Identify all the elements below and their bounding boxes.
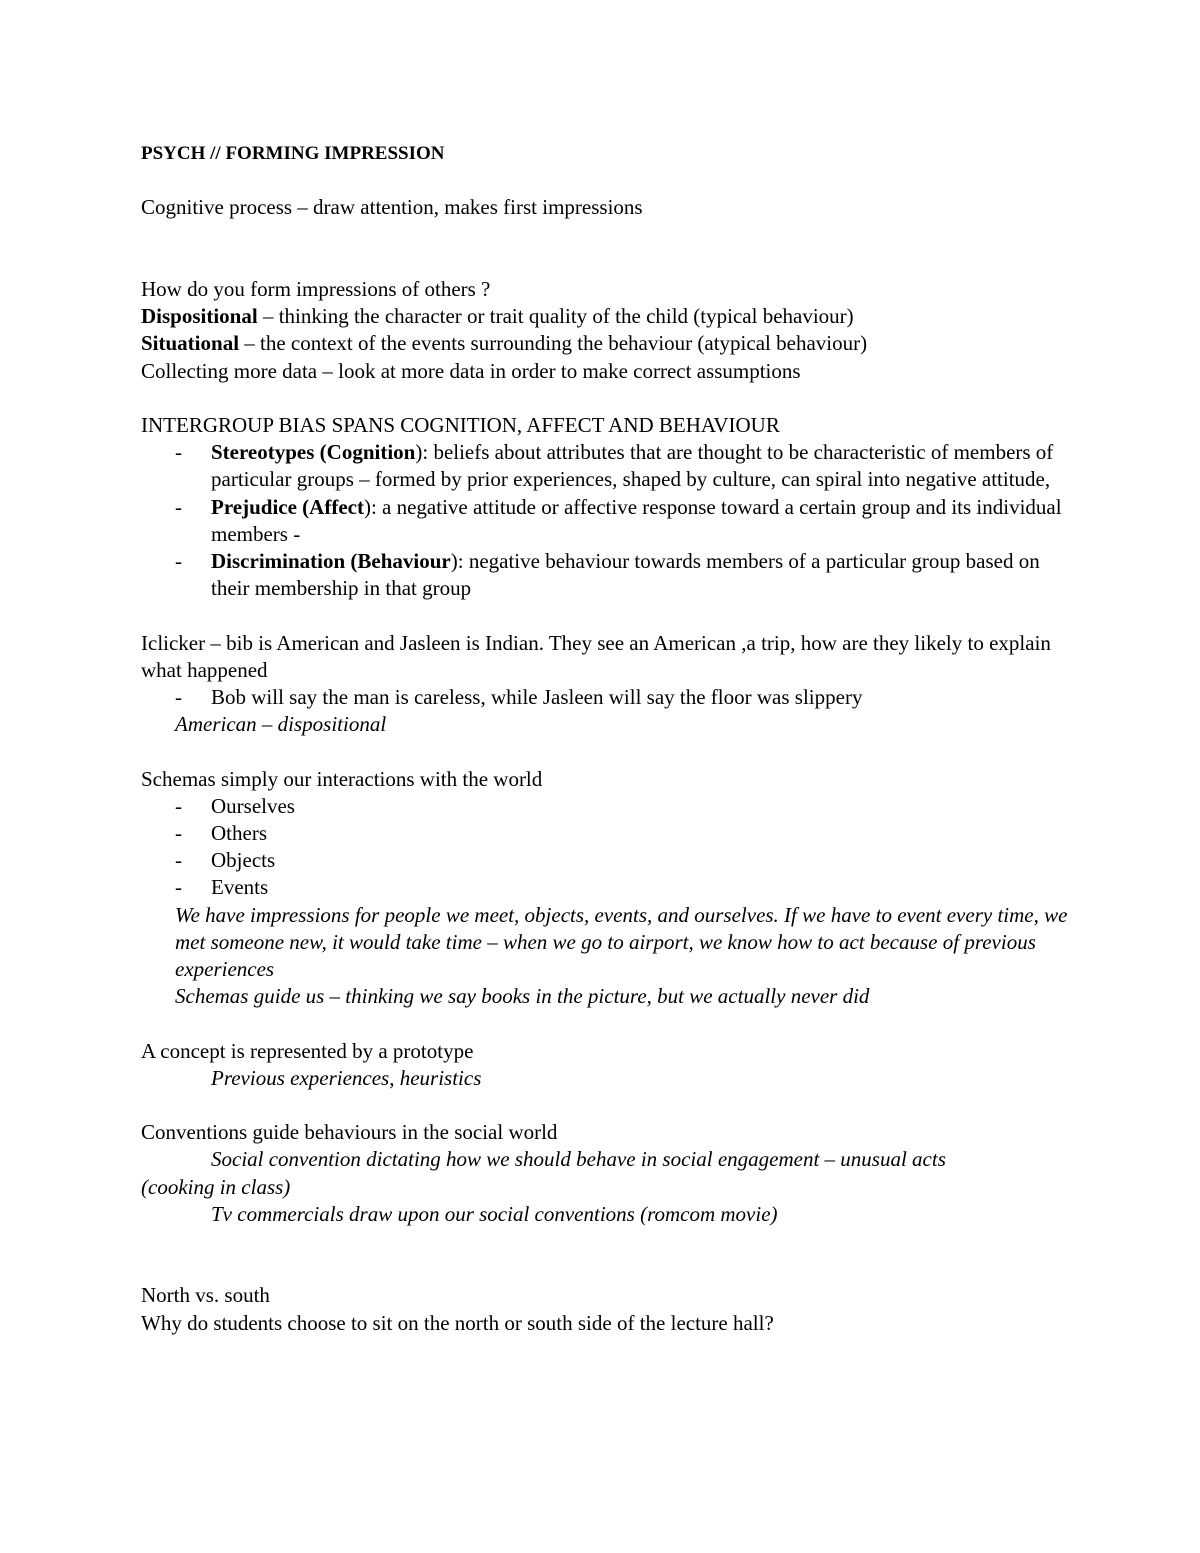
schemas-heading: Schemas simply our interactions with the world: [141, 766, 543, 791]
concept-heading: A concept is represented by a prototype: [141, 1038, 474, 1063]
situational-text: – the context of the events surrounding the behaviour (atypical behaviour): [239, 331, 868, 356]
iclicker-question: Iclicker – bib is American and Jasleen is Indian. They see an American ,a trip, how are they likely to explain what happened: [141, 630, 1051, 682]
conventions-heading: Conventions guide behaviours in the social world: [141, 1120, 558, 1145]
schemas-list: [141, 793, 1071, 902]
conventions-note-social-cont: (cooking in class): [141, 1174, 291, 1199]
iclicker-note: American – dispositional: [175, 712, 387, 737]
stereotypes-term: Stereotypes (Cognition: [211, 440, 416, 465]
north-south-question: Why do students choose to sit on the north or south side of the lecture hall?: [141, 1310, 774, 1335]
north-south-heading: North vs. south: [141, 1283, 270, 1308]
schemas-note-impressions: We have impressions for people we meet, objects, events, and ourselves. If we have to event every time, we met someone new, it would take time – when we go to airport, we know how to act because of previous experiences: [175, 902, 1068, 982]
list-item: - Bob will say the man is careless, while Jasleen will say the floor was slippery: [175, 685, 863, 709]
discrimination-text: : negative behaviour towards members of a particular group based on their membership in that group: [211, 549, 1040, 601]
document-title: PSYCH // FORMING IMPRESSION: [141, 143, 445, 164]
list-item: - Others: [175, 821, 267, 845]
cognitive-process-line: Cognitive process – draw attention, makes first impressions: [141, 195, 643, 220]
dispositional-term: Dispositional: [141, 304, 258, 329]
list-item: - Discrimination (Behaviour): negative behaviour towards members of a particular group based on their membership in that group: [175, 549, 1040, 601]
situational-term: Situational: [141, 331, 240, 356]
schemas-note-guide: Schemas guide us – thinking we say books in the picture, but we actually never did: [175, 984, 870, 1009]
list-item: - Ourselves: [175, 793, 295, 818]
iclicker-answer: Bob will say the man is careless, while Jasleen will say the floor was slippery: [211, 685, 863, 709]
bias-list: [141, 439, 1071, 602]
conventions-note-tv: Tv commercials draw upon our social conventions (romcom movie): [211, 1201, 778, 1226]
list-item: - Objects: [175, 848, 276, 873]
dispositional-line: [141, 303, 1071, 330]
discrimination-term: Discrimination (Behaviour: [211, 549, 451, 573]
dispositional-text: – thinking the character or trait quality of the child (typical behaviour): [257, 304, 854, 329]
document-page: [141, 140, 1071, 1337]
list-item: - Stereotypes (Cognition): beliefs about attributes that are thought to be characteristic of members of particular groups – formed by prior experiences, shaped by culture, can spiral into negative attitude,: [175, 440, 1054, 492]
iclicker-list: [141, 684, 1071, 711]
list-item: - Prejudice (Affect): a negative attitude or affective response toward a certain group and its individual members -: [175, 494, 1062, 546]
stereotypes-text: : beliefs about attributes that are thought to be characteristic of members of particular groups – formed by prior experiences, shaped by culture, can spiral into negative attitude,: [211, 440, 1054, 492]
intergroup-bias-heading: INTERGROUP BIAS SPANS COGNITION, AFFECT AND BEHAVIOUR: [141, 412, 780, 437]
form-impressions-question: How do you form impressions of others ?: [141, 276, 491, 301]
concept-note: Previous experiences, heuristics: [211, 1065, 482, 1090]
prejudice-term: Prejudice (Affect: [211, 494, 364, 519]
collecting-data-line: Collecting more data – look at more data in order to make correct assumptions: [141, 358, 801, 383]
conventions-note-social: Social convention dictating how we should behave in social engagement – unusual acts: [211, 1147, 946, 1172]
situational-line: [141, 330, 1071, 357]
list-item: - Events: [175, 875, 269, 900]
prejudice-text: : a negative attitude or affective response toward a certain group and its individual members -: [211, 494, 1062, 546]
